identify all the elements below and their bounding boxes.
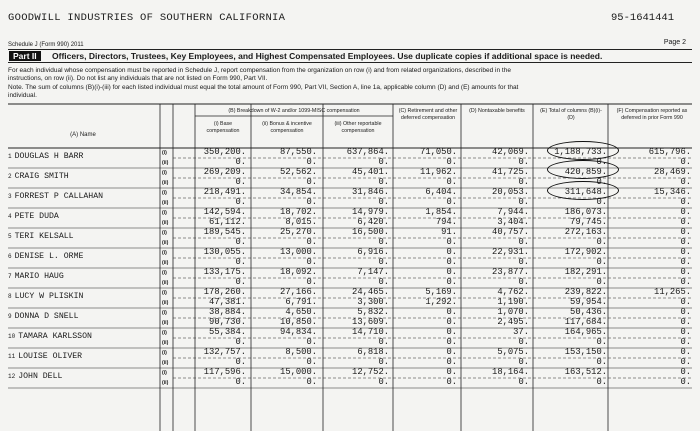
cell-retirement: 1,854. bbox=[425, 207, 457, 217]
page-label: Page 2 bbox=[663, 39, 686, 46]
circled-total-1 bbox=[547, 141, 619, 160]
cell-retirement: 11,962. bbox=[420, 167, 457, 177]
person-name-text: FORREST P CALLAHAN bbox=[14, 192, 104, 201]
cell-nontaxable: 0. bbox=[518, 377, 529, 387]
cell-total: 239,822. bbox=[564, 287, 607, 297]
cell-retirement: 0. bbox=[446, 307, 457, 317]
cell-retirement: 0. bbox=[446, 177, 457, 187]
cell-deferred: 0. bbox=[680, 307, 691, 317]
cell-total: 59,954. bbox=[570, 297, 607, 307]
person-name-text: LOUISE OLIVER bbox=[18, 352, 83, 361]
instructions-line-4: individual. bbox=[8, 92, 37, 99]
line-number: 8 bbox=[8, 293, 12, 300]
line-number: 12 bbox=[8, 373, 16, 380]
cell-total: 163,512. bbox=[564, 367, 607, 377]
cell-nontaxable: 40,757. bbox=[492, 227, 529, 237]
cell-nontaxable: 0. bbox=[518, 337, 529, 347]
cell-deferred: 11,265. bbox=[654, 287, 691, 297]
row-label-i: (i) bbox=[162, 150, 167, 156]
line-number: 10 bbox=[8, 333, 16, 340]
cell-other: 0. bbox=[378, 237, 389, 247]
cell-total: 1,188,733. bbox=[554, 147, 607, 157]
cell-deferred: 0. bbox=[680, 257, 691, 267]
cell-bonus: 0. bbox=[306, 197, 317, 207]
line-number: 2 bbox=[8, 173, 12, 180]
cell-retirement: 0. bbox=[446, 367, 457, 377]
cell-base: 189,545. bbox=[203, 227, 246, 237]
cell-other: 16,500. bbox=[352, 227, 389, 237]
cell-nontaxable: 18,164. bbox=[492, 367, 529, 377]
cell-bonus: 0. bbox=[306, 157, 317, 167]
person-name-text: PETE DUDA bbox=[14, 212, 59, 221]
row-label-i: (i) bbox=[162, 310, 167, 316]
cell-base: 47,381. bbox=[209, 297, 246, 307]
cell-nontaxable: 37. bbox=[513, 327, 529, 337]
cell-other: 0. bbox=[378, 377, 389, 387]
cell-bonus: 0. bbox=[306, 237, 317, 247]
cell-deferred: 0. bbox=[680, 377, 691, 387]
person-name bbox=[8, 152, 83, 161]
part-title: Officers, Directors, Trustees, Key Employees, and Highest Compensated Employees. Use duplicate copies if additional space is needed. bbox=[52, 51, 603, 61]
cell-bonus: 8,015. bbox=[285, 217, 317, 227]
cell-bonus: 4,650. bbox=[285, 307, 317, 317]
cell-base: 132,757. bbox=[203, 347, 246, 357]
person-name-text: DENISE L. ORME bbox=[14, 252, 84, 261]
cell-bonus: 13,000. bbox=[280, 247, 317, 257]
cell-base: 61,112. bbox=[209, 217, 246, 227]
cell-deferred: 0. bbox=[680, 237, 691, 247]
cell-other: 3,300. bbox=[357, 297, 389, 307]
line-number: 7 bbox=[8, 273, 12, 280]
row-label-ii: (ii) bbox=[162, 160, 169, 166]
cell-deferred: 0. bbox=[680, 347, 691, 357]
cell-total: 50,436. bbox=[570, 307, 607, 317]
person-name bbox=[8, 212, 59, 221]
cell-deferred: 0. bbox=[680, 177, 691, 187]
cell-base: 90,730. bbox=[209, 317, 246, 327]
cell-deferred: 0. bbox=[680, 317, 691, 327]
cell-retirement: 0. bbox=[446, 327, 457, 337]
column-header-deferred: (F) Compensation reported as deferred in prior Form 990 bbox=[616, 108, 688, 121]
row-label-ii: (ii) bbox=[162, 180, 169, 186]
person-name bbox=[8, 352, 82, 361]
cell-deferred: 0. bbox=[680, 357, 691, 367]
cell-bonus: 10,850. bbox=[280, 317, 317, 327]
row-label-i: (i) bbox=[162, 170, 167, 176]
cell-base: 0. bbox=[235, 197, 246, 207]
cell-deferred: 0. bbox=[680, 247, 691, 257]
cell-total: 311,648. bbox=[564, 187, 607, 197]
person-name bbox=[8, 192, 103, 201]
cell-bonus: 0. bbox=[306, 377, 317, 387]
person-name-text: TERI KELSALL bbox=[14, 232, 74, 241]
circled-total-3 bbox=[547, 181, 619, 200]
cell-total: 172,902. bbox=[564, 247, 607, 257]
cell-total: 0. bbox=[596, 257, 607, 267]
row-label-ii: (ii) bbox=[162, 320, 169, 326]
cell-total: 0. bbox=[596, 277, 607, 287]
cell-total: 0. bbox=[596, 337, 607, 347]
cell-base: 178,260. bbox=[203, 287, 246, 297]
cell-other: 0. bbox=[378, 277, 389, 287]
person-name-text: CRAIG SMITH bbox=[14, 172, 69, 181]
instructions-line-2: instructions, on row (ii). Do not list any individuals that are not listed on Form 990, Part VII. bbox=[8, 75, 268, 82]
cell-total: 0. bbox=[596, 197, 607, 207]
row-label-i: (i) bbox=[162, 190, 167, 196]
cell-other: 6,818. bbox=[357, 347, 389, 357]
cell-total: 0. bbox=[596, 177, 607, 187]
cell-retirement: 6,404. bbox=[425, 187, 457, 197]
cell-retirement: 0. bbox=[446, 197, 457, 207]
cell-total: 117,684. bbox=[564, 317, 607, 327]
cell-other: 0. bbox=[378, 357, 389, 367]
line-number: 11 bbox=[8, 353, 16, 360]
person-name bbox=[8, 332, 92, 341]
line-number: 5 bbox=[8, 233, 12, 240]
line-number: 3 bbox=[8, 193, 12, 200]
person-name bbox=[8, 312, 78, 321]
cell-total: 0. bbox=[596, 237, 607, 247]
cell-base: 38,884. bbox=[209, 307, 246, 317]
column-header-nontaxable: (D) Nontaxable benefits bbox=[469, 108, 525, 114]
row-label-ii: (ii) bbox=[162, 360, 169, 366]
cell-nontaxable: 0. bbox=[518, 257, 529, 267]
cell-retirement: 0. bbox=[446, 337, 457, 347]
cell-other: 13,609. bbox=[352, 317, 389, 327]
cell-deferred: 0. bbox=[680, 327, 691, 337]
cell-total: 272,163. bbox=[564, 227, 607, 237]
cell-bonus: 18,702. bbox=[280, 207, 317, 217]
cell-deferred: 0. bbox=[680, 197, 691, 207]
cell-total: 0. bbox=[596, 357, 607, 367]
person-name bbox=[8, 292, 83, 301]
cell-base: 0. bbox=[235, 257, 246, 267]
cell-other: 0. bbox=[378, 197, 389, 207]
cell-bonus: 8,500. bbox=[285, 347, 317, 357]
cell-retirement: 794. bbox=[435, 217, 457, 227]
cell-other: 6,916. bbox=[357, 247, 389, 257]
cell-nontaxable: 0. bbox=[518, 197, 529, 207]
cell-base: 0. bbox=[235, 337, 246, 347]
cell-nontaxable: 20,053. bbox=[492, 187, 529, 197]
cell-deferred: 0. bbox=[680, 207, 691, 217]
person-name-text: DONNA D SNELL bbox=[14, 312, 79, 321]
cell-bonus: 18,092. bbox=[280, 267, 317, 277]
cell-other: 6,420. bbox=[357, 217, 389, 227]
cell-nontaxable: 0. bbox=[518, 237, 529, 247]
organization-name: GOODWILL INDUSTRIES OF SOUTHERN CALIFORNIA bbox=[8, 12, 286, 24]
cell-base: 142,594. bbox=[203, 207, 246, 217]
cell-other: 7,147. bbox=[357, 267, 389, 277]
cell-total: 0. bbox=[596, 377, 607, 387]
row-label-ii: (ii) bbox=[162, 260, 169, 266]
cell-total: 164,965. bbox=[564, 327, 607, 337]
person-name-text: DOUGLAS H BARR bbox=[14, 152, 84, 161]
cell-retirement: 0. bbox=[446, 247, 457, 257]
cell-deferred: 615,796. bbox=[648, 147, 691, 157]
cell-base: 350,200. bbox=[203, 147, 246, 157]
row-label-ii: (ii) bbox=[162, 280, 169, 286]
line-number: 1 bbox=[8, 153, 12, 160]
cell-other: 12,752. bbox=[352, 367, 389, 377]
cell-nontaxable: 5,075. bbox=[497, 347, 529, 357]
cell-nontaxable: 2,495. bbox=[497, 317, 529, 327]
cell-bonus: 0. bbox=[306, 257, 317, 267]
cell-deferred: 28,469. bbox=[654, 167, 691, 177]
cell-retirement: 0. bbox=[446, 277, 457, 287]
column-header-base: (i) Base compensation bbox=[206, 121, 240, 134]
cell-total: 420,859. bbox=[564, 167, 607, 177]
row-label-i: (i) bbox=[162, 230, 167, 236]
cell-base: 117,596. bbox=[203, 367, 246, 377]
row-label-i: (i) bbox=[162, 250, 167, 256]
cell-base: 0. bbox=[235, 277, 246, 287]
cell-base: 0. bbox=[235, 237, 246, 247]
cell-retirement: 0. bbox=[446, 257, 457, 267]
cell-other: 14,979. bbox=[352, 207, 389, 217]
cell-other: 0. bbox=[378, 257, 389, 267]
person-name bbox=[8, 372, 62, 381]
cell-nontaxable: 1,070. bbox=[497, 307, 529, 317]
cell-base: 0. bbox=[235, 157, 246, 167]
cell-bonus: 52,562. bbox=[280, 167, 317, 177]
cell-total: 186,073. bbox=[564, 207, 607, 217]
cell-deferred: 0. bbox=[680, 297, 691, 307]
cell-bonus: 0. bbox=[306, 337, 317, 347]
cell-base: 218,491. bbox=[203, 187, 246, 197]
row-label-i: (i) bbox=[162, 270, 167, 276]
cell-retirement: 71,050. bbox=[420, 147, 457, 157]
cell-retirement: 1,292. bbox=[425, 297, 457, 307]
person-name-text: MARIO HAUG bbox=[14, 272, 64, 281]
column-header-breakdown: (B) Breakdown of W-2 and/or 1099-MISC compensation bbox=[228, 108, 360, 114]
column-header-total: (E) Total of columns (B)(i)-(D) bbox=[540, 108, 602, 121]
cell-retirement: 0. bbox=[446, 357, 457, 367]
cell-other: 0. bbox=[378, 157, 389, 167]
row-label-ii: (ii) bbox=[162, 300, 169, 306]
cell-other: 24,465. bbox=[352, 287, 389, 297]
row-label-i: (i) bbox=[162, 210, 167, 216]
cell-retirement: 5,169. bbox=[425, 287, 457, 297]
cell-base: 0. bbox=[235, 377, 246, 387]
cell-bonus: 27,166. bbox=[280, 287, 317, 297]
line-number: 9 bbox=[8, 313, 12, 320]
cell-nontaxable: 22,931. bbox=[492, 247, 529, 257]
row-label-ii: (ii) bbox=[162, 200, 169, 206]
cell-nontaxable: 42,069. bbox=[492, 147, 529, 157]
line-number: 6 bbox=[8, 253, 12, 260]
instructions-note: Note. The sum of columns (B)(i)-(iii) for each listed individual must equal the total amount of Form 990, Part VII, Section A, line 1a, applicable column (D) and (E) amounts for that bbox=[8, 84, 519, 91]
instructions-line-1: For each individual whose compensation must be reported in Schedule J, report compensation from the organization on row (i) and from related organizations, described in the bbox=[8, 67, 511, 74]
cell-deferred: 0. bbox=[680, 367, 691, 377]
cell-bonus: 6,791. bbox=[285, 297, 317, 307]
cell-total: 0. bbox=[596, 157, 607, 167]
cell-base: 0. bbox=[235, 177, 246, 187]
cell-deferred: 0. bbox=[680, 277, 691, 287]
column-header-other: (iii) Other reportable compensation bbox=[334, 121, 382, 134]
cell-deferred: 0. bbox=[680, 337, 691, 347]
row-label-i: (i) bbox=[162, 350, 167, 356]
row-label-ii: (ii) bbox=[162, 340, 169, 346]
cell-retirement: 0. bbox=[446, 317, 457, 327]
cell-nontaxable: 3,404. bbox=[497, 217, 529, 227]
cell-base: 0. bbox=[235, 357, 246, 367]
person-name-text: JOHN DELL bbox=[18, 372, 63, 381]
row-label-ii: (ii) bbox=[162, 380, 169, 386]
cell-deferred: 0. bbox=[680, 217, 691, 227]
cell-total: 79,745. bbox=[570, 217, 607, 227]
cell-nontaxable: 23,877. bbox=[492, 267, 529, 277]
cell-nontaxable: 0. bbox=[518, 157, 529, 167]
cell-nontaxable: 7,944. bbox=[497, 207, 529, 217]
person-name bbox=[8, 172, 69, 181]
cell-bonus: 87,550. bbox=[280, 147, 317, 157]
cell-other: 14,710. bbox=[352, 327, 389, 337]
cell-other: 31,846. bbox=[352, 187, 389, 197]
person-name bbox=[8, 252, 83, 261]
cell-retirement: 0. bbox=[446, 347, 457, 357]
column-header-retirement: (C) Retirement and other deferred compensation bbox=[398, 108, 458, 121]
person-name bbox=[8, 232, 74, 241]
cell-total: 182,291. bbox=[564, 267, 607, 277]
cell-deferred: 0. bbox=[680, 227, 691, 237]
circled-total-2 bbox=[547, 160, 619, 179]
cell-base: 269,209. bbox=[203, 167, 246, 177]
cell-nontaxable: 1,190. bbox=[497, 297, 529, 307]
person-name-text: TAMARA KARLSSON bbox=[18, 332, 92, 341]
row-label-i: (i) bbox=[162, 370, 167, 376]
cell-nontaxable: 0. bbox=[518, 277, 529, 287]
cell-nontaxable: 0. bbox=[518, 177, 529, 187]
cell-retirement: 0. bbox=[446, 157, 457, 167]
cell-retirement: 0. bbox=[446, 267, 457, 277]
row-label-i: (i) bbox=[162, 330, 167, 336]
cell-bonus: 15,000. bbox=[280, 367, 317, 377]
person-name bbox=[8, 272, 64, 281]
person-name-text: LUCY W PLISKIN bbox=[14, 292, 84, 301]
cell-deferred: 0. bbox=[680, 267, 691, 277]
row-label-i: (i) bbox=[162, 290, 167, 296]
cell-retirement: 0. bbox=[446, 237, 457, 247]
cell-other: 637,864. bbox=[346, 147, 389, 157]
cell-total: 153,150. bbox=[564, 347, 607, 357]
cell-bonus: 25,270. bbox=[280, 227, 317, 237]
cell-bonus: 94,834. bbox=[280, 327, 317, 337]
row-label-ii: (ii) bbox=[162, 220, 169, 226]
ein-number: 95-1641441 bbox=[610, 12, 674, 24]
cell-base: 55,384. bbox=[209, 327, 246, 337]
cell-base: 130,055. bbox=[203, 247, 246, 257]
column-header-bonus: (ii) Bonus & incentive compensation bbox=[262, 121, 312, 134]
row-label-ii: (ii) bbox=[162, 240, 169, 246]
part-label: Part II bbox=[9, 51, 41, 61]
column-header-name: (A) Name bbox=[70, 132, 96, 138]
cell-nontaxable: 0. bbox=[518, 357, 529, 367]
cell-other: 5,832. bbox=[357, 307, 389, 317]
schedule-label: Schedule J (Form 990) 2011 bbox=[8, 42, 84, 48]
cell-nontaxable: 4,762. bbox=[497, 287, 529, 297]
cell-other: 0. bbox=[378, 177, 389, 187]
cell-base: 133,175. bbox=[203, 267, 246, 277]
cell-bonus: 0. bbox=[306, 177, 317, 187]
cell-other: 0. bbox=[378, 337, 389, 347]
cell-other: 45,401. bbox=[352, 167, 389, 177]
line-number: 4 bbox=[8, 213, 12, 220]
cell-bonus: 34,854. bbox=[280, 187, 317, 197]
cell-nontaxable: 41,725. bbox=[492, 167, 529, 177]
cell-bonus: 0. bbox=[306, 357, 317, 367]
cell-deferred: 0. bbox=[680, 157, 691, 167]
cell-bonus: 0. bbox=[306, 277, 317, 287]
cell-retirement: 91. bbox=[441, 227, 457, 237]
cell-retirement: 0. bbox=[446, 377, 457, 387]
cell-deferred: 15,346. bbox=[654, 187, 691, 197]
